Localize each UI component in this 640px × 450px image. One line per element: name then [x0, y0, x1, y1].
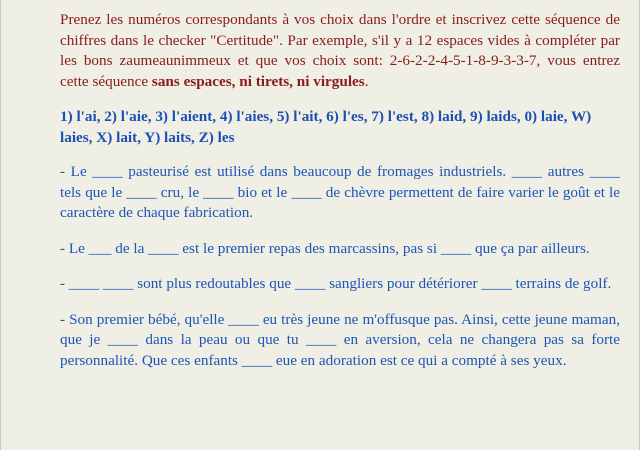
sentence-2: - Le ___ de la ____ est le premier repas des marcassins, pas si ____ que ça par ailleurs. — [60, 239, 590, 257]
instructions-text: Prenez les numéros correspondants à vos choix dans l'ordre et inscrivez cette séquence de chiffres dans le checker "Certitude". Par exemple, s'il y a 12 espaces vides à compléter par les bons zaumeaunimmeux et que vos choix sont: 2-6-2-2-4-5-1-8-9-3-3-7, vous entrez cette séquence — [60, 11, 620, 90]
sentence-4: - Son premier bébé, qu'elle ____ eu très jeune ne m'offusque pas. Ainsi, cette jeune maman, que je ____ dans la peau ou que tu ____ en aversion, cela ne changera pas sa forte personnalité. Que ces enfants ____ eue en adoration est ce qui a compté à ses yeux. — [60, 310, 620, 369]
instructions-paragraph — [60, 10, 620, 92]
sentence-1: - Le ____ pasteurisé est utilisé dans beaucoup de fromages industriels. ____ autres ____ tels que le ____ cru, le ____ bio et le ____ de chèvre permettent de faire varier le goût et le caractère de chaque fabrication. — [60, 163, 620, 221]
instructions-emphasis: sans espaces, ni tirets, ni virgules — [151, 72, 365, 90]
left-border — [0, 0, 1, 450]
sentence-3: - ____ ____ sont plus redoutables que ____ sangliers pour détériorer ____ terrains de golf. — [60, 275, 612, 292]
choices-list: 1) l'ai, 2) l'aie, 3) l'aient, 4) l'aies, 5) l'ait, 6) l'es, 7) l'est, 8) laid, 9) laids, 0) laie, W) laies, X) lait, Y) laits, Z) les — [60, 108, 592, 146]
instructions-end: . — [364, 72, 369, 90]
